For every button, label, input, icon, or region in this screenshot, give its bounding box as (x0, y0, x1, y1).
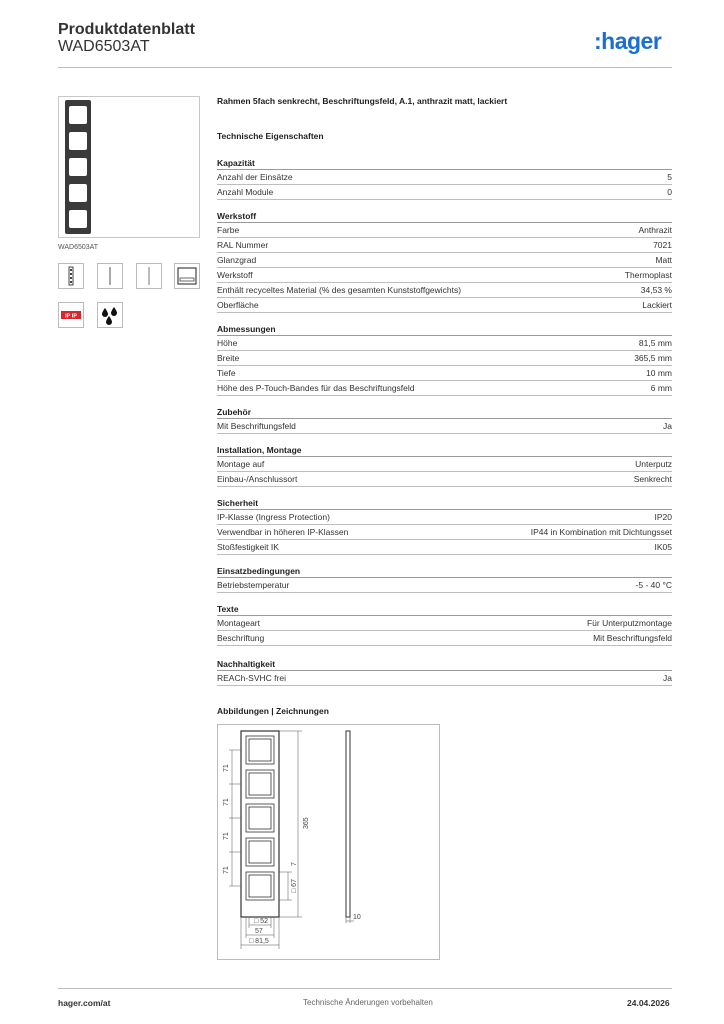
inner-width-dim: 57 (255, 928, 263, 935)
spec-label: Farbe (217, 225, 240, 235)
spec-label: Breite (217, 353, 240, 363)
insert-width-dim: □ 52 (254, 918, 268, 925)
label-field-icon (174, 263, 200, 289)
water-drops-icon (97, 302, 123, 328)
spec-label: Höhe des P-Touch-Bandes für das Beschriftungsfeld (217, 383, 415, 393)
spec-row (217, 351, 672, 366)
spec-row (217, 336, 672, 351)
spec-section (217, 565, 672, 593)
ip-badge-text: IP IP (65, 313, 77, 320)
dimension-drawing-svg (218, 725, 439, 959)
spec-label: Oberfläche (217, 300, 259, 310)
thin-profile-icon (136, 263, 162, 289)
spec-label: Stoßfestigkeit IK (217, 542, 279, 552)
pitch-dim-4: 71 (223, 866, 230, 874)
spec-row (217, 366, 672, 381)
spec-label: IP-Klasse (Ingress Protection) (217, 512, 330, 522)
spec-label: REACh-SVHC frei (217, 673, 286, 683)
spec-value: -5 - 40 °C (635, 580, 672, 590)
spec-label: RAL Nummer (217, 240, 269, 250)
spec-label: Tiefe (217, 368, 236, 378)
spec-value: 81,5 mm (638, 338, 672, 348)
spec-value: 5 (667, 172, 672, 182)
depth-dim: 10 (353, 914, 361, 921)
spec-value: Matt (655, 255, 672, 265)
spec-section-title: Abmessungen (217, 323, 672, 336)
spec-section-title: Kapazität (217, 157, 672, 170)
spec-label: Höhe (217, 338, 238, 348)
pitch-dim-3: 71 (223, 832, 230, 840)
technical-properties-heading: Technische Eigenschaften (217, 131, 324, 141)
vertical-strip-icon (58, 263, 84, 289)
spec-value: IK05 (654, 542, 672, 552)
spec-value: Senkrecht (633, 474, 672, 484)
spec-row (217, 253, 672, 268)
total-height-dim: 365 (303, 817, 310, 829)
spec-label: Glanzgrad (217, 255, 257, 265)
insert-height-dim: □ 67 (291, 879, 298, 893)
spec-row (217, 185, 672, 200)
ip-protection-icon (58, 302, 84, 328)
spec-row (217, 540, 672, 555)
spec-section (217, 323, 672, 396)
spec-section-title: Installation, Montage (217, 444, 672, 457)
spec-value: Lackiert (642, 300, 672, 310)
frame-picture (65, 100, 91, 234)
footer-disclaimer: Technische Änderungen vorbehalten (303, 998, 433, 1007)
spec-section (217, 444, 672, 487)
spec-row (217, 472, 672, 487)
spec-row (217, 671, 672, 686)
spec-value: Anthrazit (638, 225, 672, 235)
spec-value: Thermoplast (624, 270, 672, 280)
spec-value: 7021 (653, 240, 672, 250)
spec-value: Mit Beschriftungsfeld (593, 633, 672, 643)
spec-value: 6 mm (650, 383, 672, 393)
spec-value: Unterputz (635, 459, 672, 469)
pitch-dim-1: 71 (223, 764, 230, 772)
header-divider (58, 67, 672, 68)
document-title: Produktdatenblatt (58, 21, 195, 38)
product-image-caption: WAD6503AT (58, 244, 99, 251)
spec-label: Enthält recyceltes Material (% des gesamten Kunststoffgewichts) (217, 285, 462, 295)
spec-row (217, 525, 672, 540)
spec-section-title: Einsatzbedingungen (217, 565, 672, 578)
side-profile-icon (97, 263, 123, 289)
spec-row (217, 616, 672, 631)
spec-value: 10 mm (646, 368, 672, 378)
spec-row (217, 578, 672, 593)
spec-value: Für Unterputzmontage (586, 618, 672, 628)
spec-section (217, 603, 672, 646)
spec-row (217, 298, 672, 313)
spec-value: 0 (667, 187, 672, 197)
spec-row (217, 170, 672, 185)
footer-divider (58, 988, 672, 989)
spec-value: Ja (663, 421, 672, 431)
spec-section-title: Zubehör (217, 406, 672, 419)
spec-value: Ja (663, 673, 672, 683)
spec-value: IP44 in Kombination mit Dichtungsset (530, 527, 672, 537)
spec-row (217, 223, 672, 238)
spec-label: Betriebstemperatur (217, 580, 290, 590)
label-height-dim: 7 (291, 862, 298, 866)
spec-label: Anzahl der Einsätze (217, 172, 293, 182)
spec-label: Beschriftung (217, 633, 265, 643)
spec-section-title: Werkstoff (217, 210, 672, 223)
spec-section-title: Sicherheit (217, 497, 672, 510)
spec-value: IP20 (654, 512, 672, 522)
spec-value: 365,5 mm (634, 353, 672, 363)
spec-section (217, 210, 672, 313)
spec-row (217, 457, 672, 472)
footer-website[interactable]: hager.com/at (58, 998, 111, 1008)
drawings-heading: Abbildungen | Zeichnungen (217, 706, 329, 716)
pitch-dim-2: 71 (223, 798, 230, 806)
spec-label: Werkstoff (217, 270, 253, 280)
spec-label: Montage auf (217, 459, 265, 469)
spec-row (217, 631, 672, 646)
spec-row (217, 381, 672, 396)
spec-section (217, 406, 672, 434)
technical-drawing (217, 724, 440, 960)
spec-label: Montageart (217, 618, 260, 628)
spec-section (217, 658, 672, 686)
spec-row (217, 283, 672, 298)
hager-logo: :hager (594, 28, 662, 54)
spec-row (217, 419, 672, 434)
spec-section-title: Texte (217, 603, 672, 616)
spec-section (217, 497, 672, 555)
spec-label: Anzahl Module (217, 187, 274, 197)
product-image (58, 96, 200, 238)
product-description: Rahmen 5fach senkrecht, Beschriftungsfeld, A.1, anthrazit matt, lackiert (217, 96, 508, 106)
spec-section (217, 157, 672, 200)
spec-row (217, 268, 672, 283)
spec-table (217, 157, 672, 686)
outer-width-dim: □ 81,5 (249, 938, 269, 945)
product-code: WAD6503AT (58, 38, 150, 55)
spec-value: 34,53 % (640, 285, 672, 295)
spec-section-title: Nachhaltigkeit (217, 658, 672, 671)
spec-row (217, 510, 672, 525)
footer-date: 24.04.2026 (627, 998, 670, 1008)
spec-row (217, 238, 672, 253)
spec-label: Mit Beschriftungsfeld (217, 421, 296, 431)
spec-label: Einbau-/Anschlussort (217, 474, 298, 484)
spec-label: Verwendbar in höheren IP-Klassen (217, 527, 349, 537)
